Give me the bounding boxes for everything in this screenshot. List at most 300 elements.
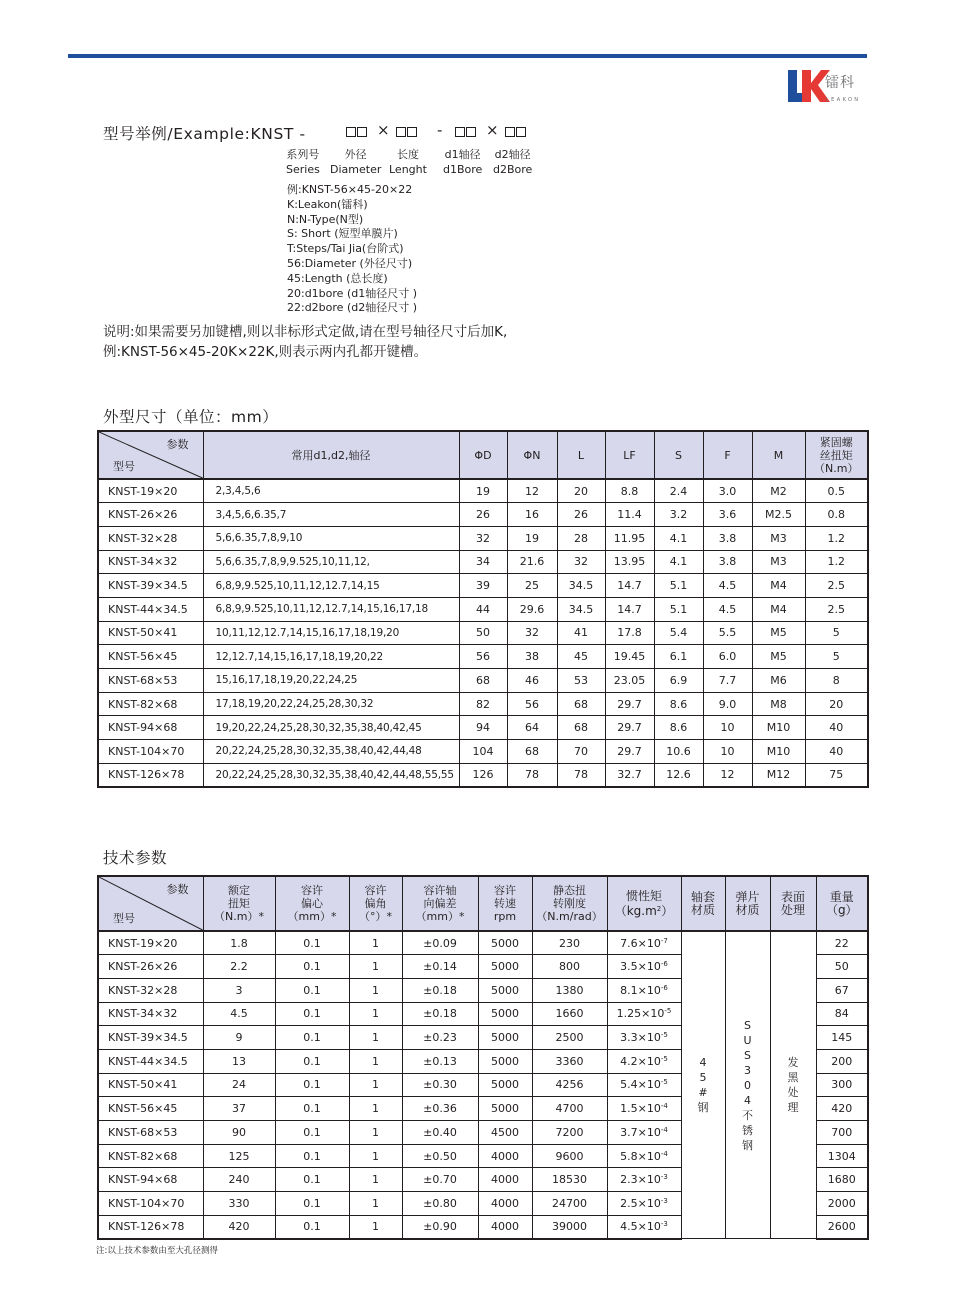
value-cell-T: 20	[805, 692, 868, 716]
value-cell-axial: ±0.23	[402, 1026, 478, 1050]
value-cell-stiff: 18530	[532, 1168, 607, 1192]
weight-cell: 145	[816, 1026, 868, 1050]
value-cell-stiff: 4256	[532, 1073, 607, 1097]
value-cell-D: 50	[459, 621, 507, 645]
value-cell-torque: 125	[203, 1144, 275, 1168]
weight-cell: 22	[816, 931, 868, 955]
value-cell-F: 3.0	[703, 479, 752, 503]
weight-cell: 700	[816, 1121, 868, 1145]
weight-cell: 50	[816, 955, 868, 979]
value-cell-D: 94	[459, 716, 507, 740]
model-cell: KNST-50×41	[98, 1073, 203, 1097]
value-cell-speed: 5000	[478, 931, 532, 955]
value-cell-N: 56	[507, 692, 557, 716]
bores-cell: 20,22,24,25,28,30,32,35,38,40,42,44,48	[203, 740, 459, 764]
value-cell-speed: 4000	[478, 1168, 532, 1192]
value-cell-torque: 24	[203, 1073, 275, 1097]
value-cell-axial: ±0.40	[402, 1121, 478, 1145]
value-cell-N: 16	[507, 503, 557, 527]
value-cell-ecc: 0.1	[275, 1144, 349, 1168]
header-model: 型号	[113, 460, 135, 473]
label-series: 系列号 Series	[286, 148, 320, 176]
header-N: ΦN	[507, 431, 557, 479]
weight-cell: 2000	[816, 1192, 868, 1216]
value-cell-T: 1.2	[805, 526, 868, 550]
value-cell-LF: 19.45	[605, 645, 654, 669]
brand-sub: LEAKON	[826, 97, 861, 103]
value-cell-speed: 5000	[478, 1097, 532, 1121]
value-cell-speed: 4500	[478, 1121, 532, 1145]
value-cell-N: 68	[507, 740, 557, 764]
value-cell-torque: 9	[203, 1026, 275, 1050]
value-cell-torque: 240	[203, 1168, 275, 1192]
model-cell: KNST-126×78	[98, 1215, 203, 1239]
table-row	[98, 740, 868, 764]
model-cell: KNST-50×41	[98, 621, 203, 645]
value-cell-speed: 5000	[478, 1002, 532, 1026]
value-cell-speed: 5000	[478, 1049, 532, 1073]
value-cell-stiff: 3360	[532, 1049, 607, 1073]
table-row	[98, 716, 868, 740]
value-cell-N: 64	[507, 716, 557, 740]
value-cell-T: 5	[805, 645, 868, 669]
model-cell: KNST-19×20	[98, 931, 203, 955]
value-cell-LF: 14.7	[605, 574, 654, 598]
keyway-note: 说明:如果需要另加键槽,则以非标形式定做,请在型号轴径尺寸后加K, 例:KNST-56×45-20K×22K,则表示两内孔都开键槽。	[103, 324, 508, 360]
value-cell-ecc: 0.1	[275, 955, 349, 979]
value-cell-M: M8	[752, 692, 805, 716]
weight-cell: 200	[816, 1049, 868, 1073]
model-cell: KNST-32×28	[98, 978, 203, 1002]
value-cell-axial: ±0.18	[402, 978, 478, 1002]
header-weight: 重量 （g）	[816, 876, 868, 931]
value-cell-LF: 8.8	[605, 479, 654, 503]
value-cell-ecc: 0.1	[275, 1168, 349, 1192]
inertia-cell: $5.4\times 10^{-5}$	[607, 1073, 681, 1097]
value-cell-N: 19	[507, 526, 557, 550]
value-cell-M: M5	[752, 645, 805, 669]
model-cell: KNST-68×53	[98, 669, 203, 693]
value-cell-N: 25	[507, 574, 557, 598]
value-cell-stiff: 800	[532, 955, 607, 979]
diag-header-cell	[98, 431, 203, 479]
model-cell: KNST-104×70	[98, 740, 203, 764]
value-cell-S: 4.1	[654, 550, 703, 574]
value-cell-speed: 5000	[478, 1026, 532, 1050]
value-cell-torque: 3	[203, 978, 275, 1002]
inertia-cell: $5.8\times 10^{-4}$	[607, 1144, 681, 1168]
table-row	[98, 597, 868, 621]
value-cell-ang: 1	[349, 1192, 402, 1216]
example-explanation: 例:KNST-56×45-20×22 K:Leakon(镭科) N:N-Type(N型) S: Short (短型单膜片) T:Steps/Tai Jia(台阶式) 56:Diameter (外径尺寸) 45:Length (总长度) 20:d1bore (d1轴径尺寸 ) 22:d2bore (d2轴径尺寸 )	[287, 183, 418, 315]
value-cell-LF: 11.4	[605, 503, 654, 527]
value-cell-L: 34.5	[557, 597, 605, 621]
value-cell-stiff: 7200	[532, 1121, 607, 1145]
value-cell-ang: 1	[349, 1215, 402, 1239]
value-cell-N: 78	[507, 763, 557, 787]
model-cell: KNST-68×53	[98, 1121, 203, 1145]
table-row	[98, 692, 868, 716]
table-row	[98, 669, 868, 693]
value-cell-speed: 5000	[478, 978, 532, 1002]
model-cell: KNST-94×68	[98, 1168, 203, 1192]
value-cell-N: 46	[507, 669, 557, 693]
value-cell-speed: 5000	[478, 955, 532, 979]
header-model: 型号	[113, 912, 135, 925]
value-cell-T: 40	[805, 716, 868, 740]
value-cell-LF: 23.05	[605, 669, 654, 693]
table-row	[98, 479, 868, 503]
value-cell-L: 68	[557, 692, 605, 716]
header-S: S	[654, 431, 703, 479]
bores-cell: 12,12.7,14,15,16,17,18,19,20,22	[203, 645, 459, 669]
value-cell-L: 26	[557, 503, 605, 527]
inertia-cell: $4.2\times 10^{-5}$	[607, 1049, 681, 1073]
value-cell-torque: 90	[203, 1121, 275, 1145]
value-cell-N: 38	[507, 645, 557, 669]
tech-header-row	[98, 876, 868, 931]
value-cell-T: 8	[805, 669, 868, 693]
diag-header-cell	[98, 876, 203, 931]
value-cell-T: 75	[805, 763, 868, 787]
model-cell: KNST-126×78	[98, 763, 203, 787]
value-cell-ang: 1	[349, 1026, 402, 1050]
value-cell-S: 4.1	[654, 526, 703, 550]
value-cell-F: 3.8	[703, 526, 752, 550]
bores-cell: 19,20,22,24,25,28,30,32,35,38,40,42,45	[203, 716, 459, 740]
value-cell-S: 5.4	[654, 621, 703, 645]
value-cell-S: 3.2	[654, 503, 703, 527]
value-cell-L: 68	[557, 716, 605, 740]
header-rated-torque: 额定 扭矩 （N.m）*	[203, 876, 275, 931]
value-cell-F: 7.7	[703, 669, 752, 693]
value-cell-axial: ±0.09	[402, 931, 478, 955]
value-cell-D: 19	[459, 479, 507, 503]
value-cell-torque: 420	[203, 1215, 275, 1239]
value-cell-axial: ±0.90	[402, 1215, 478, 1239]
model-cell: KNST-19×20	[98, 479, 203, 503]
bores-cell: 6,8,9,9.525,10,11,12,12.7,14,15	[203, 574, 459, 598]
value-cell-M: M3	[752, 526, 805, 550]
value-cell-M: M2.5	[752, 503, 805, 527]
value-cell-L: 32	[557, 550, 605, 574]
value-cell-T: 40	[805, 740, 868, 764]
inertia-cell: $8.1\times 10^{-6}$	[607, 978, 681, 1002]
value-cell-L: 78	[557, 763, 605, 787]
model-cell: KNST-39×34.5	[98, 1026, 203, 1050]
value-cell-S: 5.1	[654, 574, 703, 598]
value-cell-F: 9.0	[703, 692, 752, 716]
model-cell: KNST-82×68	[98, 1144, 203, 1168]
value-cell-ecc: 0.1	[275, 931, 349, 955]
dims-title: 外型尺寸（单位：mm）	[103, 408, 279, 426]
value-cell-F: 10	[703, 716, 752, 740]
value-cell-axial: ±0.13	[402, 1049, 478, 1073]
value-cell-F: 4.5	[703, 574, 752, 598]
value-cell-LF: 32.7	[605, 763, 654, 787]
header-axial: 容许轴 向偏差 （mm）*	[402, 876, 478, 931]
value-cell-L: 34.5	[557, 574, 605, 598]
diameter-box	[396, 127, 417, 137]
value-cell-ang: 1	[349, 1121, 402, 1145]
bores-cell: 2,3,4,5,6	[203, 479, 459, 503]
model-cell: KNST-56×45	[98, 1097, 203, 1121]
label-diameter: 外径 Diameter	[330, 148, 382, 176]
value-cell-LF: 11.95	[605, 526, 654, 550]
value-cell-D: 56	[459, 645, 507, 669]
value-cell-T: 2.5	[805, 597, 868, 621]
weight-cell: 1680	[816, 1168, 868, 1192]
header-L: L	[557, 431, 605, 479]
value-cell-M: M5	[752, 621, 805, 645]
dims-header-row	[98, 431, 868, 479]
inertia-cell: $7.6\times 10^{-7}$	[607, 931, 681, 955]
value-cell-LF: 29.7	[605, 740, 654, 764]
value-cell-axial: ±0.70	[402, 1168, 478, 1192]
table-row	[98, 526, 868, 550]
value-cell-LF: 29.7	[605, 692, 654, 716]
header-param: 参数	[166, 883, 189, 896]
model-cell: KNST-104×70	[98, 1192, 203, 1216]
value-cell-N: 12	[507, 479, 557, 503]
value-cell-ecc: 0.1	[275, 1049, 349, 1073]
d2-box	[505, 127, 526, 137]
value-cell-F: 5.5	[703, 621, 752, 645]
value-cell-T: 1.2	[805, 550, 868, 574]
value-cell-ang: 1	[349, 1002, 402, 1026]
value-cell-ang: 1	[349, 978, 402, 1002]
value-cell-M: M12	[752, 763, 805, 787]
bores-cell: 17,18,19,20,22,24,25,28,30,32	[203, 692, 459, 716]
value-cell-M: M10	[752, 740, 805, 764]
header-M: M	[752, 431, 805, 479]
weight-cell: 84	[816, 1002, 868, 1026]
value-cell-L: 28	[557, 526, 605, 550]
value-cell-S: 6.9	[654, 669, 703, 693]
surface-cell: 发 黑 处 理	[770, 931, 816, 1239]
table-row	[98, 645, 868, 669]
value-cell-L: 41	[557, 621, 605, 645]
value-cell-D: 26	[459, 503, 507, 527]
value-cell-M: M4	[752, 574, 805, 598]
bores-cell: 6,8,9,9.525,10,11,12,12.7,14,15,16,17,18	[203, 597, 459, 621]
value-cell-torque: 37	[203, 1097, 275, 1121]
table-row	[98, 763, 868, 787]
value-cell-stiff: 230	[532, 931, 607, 955]
dimensions-table	[97, 430, 869, 788]
value-cell-speed: 4000	[478, 1192, 532, 1216]
value-cell-ang: 1	[349, 1073, 402, 1097]
disc-material-cell: S U S 3 0 4 不 锈 钢	[725, 931, 770, 1239]
weight-cell: 420	[816, 1097, 868, 1121]
inertia-cell: $2.3\times 10^{-3}$	[607, 1168, 681, 1192]
value-cell-D: 39	[459, 574, 507, 598]
model-cell: KNST-94×68	[98, 716, 203, 740]
inertia-cell: $2.5\times 10^{-3}$	[607, 1192, 681, 1216]
value-cell-stiff: 39000	[532, 1215, 607, 1239]
value-cell-F: 6.0	[703, 645, 752, 669]
times-sign: ×	[486, 121, 499, 139]
value-cell-speed: 4000	[478, 1144, 532, 1168]
model-cell: KNST-56×45	[98, 645, 203, 669]
value-cell-stiff: 2500	[532, 1026, 607, 1050]
model-cell: KNST-34×32	[98, 550, 203, 574]
value-cell-torque: 330	[203, 1192, 275, 1216]
value-cell-F: 3.8	[703, 550, 752, 574]
header-disc-material: 弹片 材质	[725, 876, 770, 931]
model-cell: KNST-44×34.5	[98, 1049, 203, 1073]
header-surface: 表面 处理	[770, 876, 816, 931]
table-row	[98, 931, 868, 955]
value-cell-axial: ±0.14	[402, 955, 478, 979]
value-cell-D: 104	[459, 740, 507, 764]
value-cell-T: 2.5	[805, 574, 868, 598]
header-param: 参数	[166, 438, 189, 451]
footnote: 注:以上技术参数由至大孔径测得	[96, 1246, 218, 1256]
value-cell-ang: 1	[349, 955, 402, 979]
label-d2: d2轴径 d2Bore	[493, 148, 533, 176]
header-angle: 容许 偏角 （°）*	[349, 876, 402, 931]
value-cell-stiff: 4700	[532, 1097, 607, 1121]
bores-cell: 10,11,12,12.7,14,15,16,17,18,19,20	[203, 621, 459, 645]
bores-cell: 5,6,6.35,7,8,9,9.525,10,11,12,	[203, 550, 459, 574]
value-cell-D: 34	[459, 550, 507, 574]
value-cell-M: M4	[752, 597, 805, 621]
model-cell: KNST-39×34.5	[98, 574, 203, 598]
value-cell-T: 0.8	[805, 503, 868, 527]
value-cell-L: 45	[557, 645, 605, 669]
top-rule	[68, 54, 867, 58]
dash-sign: -	[437, 121, 443, 139]
header-stiffness: 静态扭 转刚度 （N.m/rad）	[532, 876, 607, 931]
value-cell-N: 29.6	[507, 597, 557, 621]
header-F: F	[703, 431, 752, 479]
value-cell-LF: 17.8	[605, 621, 654, 645]
value-cell-S: 8.6	[654, 692, 703, 716]
value-cell-ecc: 0.1	[275, 1121, 349, 1145]
model-cell: KNST-26×26	[98, 503, 203, 527]
value-cell-torque: 2.2	[203, 955, 275, 979]
model-cell: KNST-82×68	[98, 692, 203, 716]
value-cell-D: 44	[459, 597, 507, 621]
tech-params-table	[97, 875, 869, 1240]
value-cell-M: M2	[752, 479, 805, 503]
value-cell-stiff: 1380	[532, 978, 607, 1002]
bores-cell: 15,16,17,18,19,20,22,24,25	[203, 669, 459, 693]
value-cell-F: 12	[703, 763, 752, 787]
d1-box	[455, 127, 476, 137]
times-sign: ×	[377, 121, 390, 139]
inertia-cell: $1.25\times 10^{-5}$	[607, 1002, 681, 1026]
value-cell-T: 0.5	[805, 479, 868, 503]
bores-cell: 3,4,5,6,6.35,7	[203, 503, 459, 527]
hub-material-cell: 4 5 # 钢	[681, 931, 725, 1239]
value-cell-stiff: 24700	[532, 1192, 607, 1216]
value-cell-speed: 5000	[478, 1073, 532, 1097]
value-cell-N: 21.6	[507, 550, 557, 574]
value-cell-S: 5.1	[654, 597, 703, 621]
brand-name: 镭科	[825, 75, 855, 91]
weight-cell: 300	[816, 1073, 868, 1097]
value-cell-LF: 14.7	[605, 597, 654, 621]
value-cell-D: 126	[459, 763, 507, 787]
series-box	[346, 127, 367, 137]
value-cell-ang: 1	[349, 1049, 402, 1073]
value-cell-speed: 4000	[478, 1215, 532, 1239]
value-cell-D: 82	[459, 692, 507, 716]
value-cell-axial: ±0.80	[402, 1192, 478, 1216]
value-cell-LF: 29.7	[605, 716, 654, 740]
value-cell-ecc: 0.1	[275, 1026, 349, 1050]
value-cell-ang: 1	[349, 931, 402, 955]
label-length: 长度 Lenght	[389, 148, 427, 176]
value-cell-N: 32	[507, 621, 557, 645]
value-cell-F: 4.5	[703, 597, 752, 621]
value-cell-LF: 13.95	[605, 550, 654, 574]
value-cell-ecc: 0.1	[275, 1073, 349, 1097]
value-cell-axial: ±0.36	[402, 1097, 478, 1121]
model-cell: KNST-44×34.5	[98, 597, 203, 621]
value-cell-S: 6.1	[654, 645, 703, 669]
value-cell-torque: 1.8	[203, 931, 275, 955]
value-cell-axial: ±0.50	[402, 1144, 478, 1168]
example-title: 型号举例/Example:KNST -	[103, 125, 306, 143]
header-screw-torque: 紧固螺 丝扭矩 （N.m）	[805, 431, 868, 479]
value-cell-stiff: 9600	[532, 1144, 607, 1168]
table-row	[98, 621, 868, 645]
table-row	[98, 550, 868, 574]
model-cell: KNST-32×28	[98, 526, 203, 550]
value-cell-axial: ±0.30	[402, 1073, 478, 1097]
value-cell-M: M10	[752, 716, 805, 740]
value-cell-ecc: 0.1	[275, 1215, 349, 1239]
value-cell-torque: 13	[203, 1049, 275, 1073]
header-D: ΦD	[459, 431, 507, 479]
weight-cell: 1304	[816, 1144, 868, 1168]
header-inertia: 惯性矩 $(kg.m^2)$	[607, 876, 681, 931]
model-cell: KNST-26×26	[98, 955, 203, 979]
bores-cell: 20,22,24,25,28,30,32,35,38,40,42,44,48,55,55	[203, 763, 459, 787]
inertia-cell: $3.7\times 10^{-4}$	[607, 1121, 681, 1145]
inertia-cell: $1.5\times 10^{-4}$	[607, 1097, 681, 1121]
value-cell-ecc: 0.1	[275, 978, 349, 1002]
value-cell-ang: 1	[349, 1097, 402, 1121]
table-row	[98, 574, 868, 598]
inertia-cell: $3.5\times 10^{-6}$	[607, 955, 681, 979]
value-cell-T: 5	[805, 621, 868, 645]
inertia-cell: $3.3\times 10^{-5}$	[607, 1026, 681, 1050]
value-cell-torque: 4.5	[203, 1002, 275, 1026]
header-bores: 常用d1,d2,轴径	[203, 431, 459, 479]
tech-title: 技术参数	[103, 849, 168, 867]
weight-cell: 2600	[816, 1215, 868, 1239]
value-cell-ecc: 0.1	[275, 1097, 349, 1121]
value-cell-L: 70	[557, 740, 605, 764]
weight-cell: 67	[816, 978, 868, 1002]
header-eccentric: 容许 偏心 （mm）*	[275, 876, 349, 931]
value-cell-stiff: 1660	[532, 1002, 607, 1026]
value-cell-S: 10.6	[654, 740, 703, 764]
inertia-cell: $4.5\times 10^{-3}$	[607, 1215, 681, 1239]
label-d1: d1轴径 d1Bore	[443, 148, 483, 176]
value-cell-ecc: 0.1	[275, 1002, 349, 1026]
header-speed: 容许 转速 rpm	[478, 876, 532, 931]
model-cell: KNST-34×32	[98, 1002, 203, 1026]
value-cell-axial: ±0.18	[402, 1002, 478, 1026]
value-cell-M: M3	[752, 550, 805, 574]
value-cell-ang: 1	[349, 1168, 402, 1192]
value-cell-S: 2.4	[654, 479, 703, 503]
